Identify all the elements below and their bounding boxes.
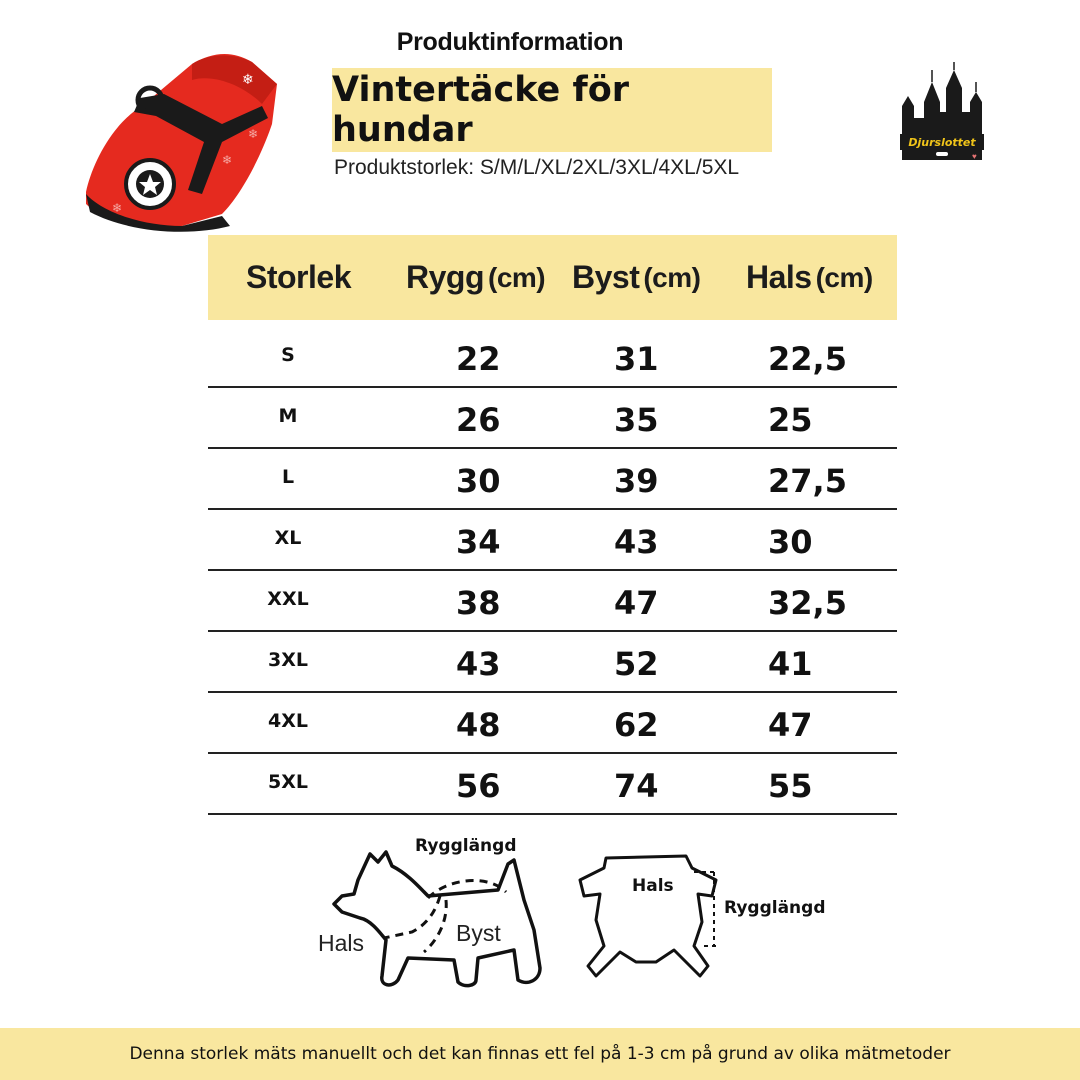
footer-note: Denna storlek mäts manuellt och det kan finnas ett fel på 1-3 cm på grund av olika mätmetoder <box>129 1044 951 1064</box>
hals-cell: 55 <box>768 767 813 805</box>
hals-cell: 30 <box>768 523 813 561</box>
svg-text:❄: ❄ <box>242 71 254 87</box>
header-byst: Byst (cm) <box>572 259 701 295</box>
title-banner <box>332 68 772 152</box>
page-kicker: Produktinformation <box>396 28 624 56</box>
size-cell: 5XL <box>268 771 308 793</box>
byst-cell: 35 <box>614 401 659 439</box>
size-cell: M <box>278 405 298 427</box>
row-divider <box>208 630 897 632</box>
byst-cell: 47 <box>614 584 659 622</box>
byst-cell: 62 <box>614 706 659 744</box>
size-cell: 4XL <box>268 710 308 732</box>
size-cell: XL <box>274 527 302 549</box>
red-dog-coat-image <box>72 44 292 234</box>
coat-measure-diagram <box>576 850 726 990</box>
dog-neck-label: Hals <box>318 930 365 956</box>
size-cell: L <box>281 466 295 488</box>
header-rygg: Rygg (cm) <box>406 259 546 295</box>
size-cell: S <box>281 344 295 366</box>
hals-cell: 27,5 <box>768 462 847 500</box>
byst-cell: 52 <box>614 645 659 683</box>
page-title: Vintertäcke för hundar <box>332 70 630 150</box>
hals-cell: 47 <box>768 706 813 744</box>
rygg-cell: 26 <box>456 401 501 439</box>
hals-cell: 22,5 <box>768 340 847 378</box>
size-cell: 3XL <box>268 649 308 671</box>
hals-cell: 32,5 <box>768 584 847 622</box>
row-divider <box>208 569 897 571</box>
byst-cell: 43 <box>614 523 659 561</box>
row-divider <box>208 813 897 815</box>
rygg-cell: 56 <box>456 767 501 805</box>
svg-text:❄: ❄ <box>112 201 123 215</box>
row-divider <box>208 691 897 693</box>
rygg-cell: 48 <box>456 706 501 744</box>
rygg-cell: 43 <box>456 645 501 683</box>
dog-measure-diagram <box>328 840 558 990</box>
product-sizes: Produktstorlek: S/M/L/XL/2XL/3XL/4XL/5XL <box>334 156 740 179</box>
header-storlek: Storlek <box>246 259 351 295</box>
size-cell: XXL <box>267 588 309 610</box>
svg-text:Djurslottet: Djurslottet <box>908 136 976 149</box>
rygg-cell: 34 <box>456 523 501 561</box>
svg-text:♥: ♥ <box>972 152 977 160</box>
castle-logo-icon <box>896 62 988 160</box>
hals-cell: 41 <box>768 645 813 683</box>
header-hals: Hals (cm) <box>746 259 873 295</box>
dog-chest-label: Byst <box>456 920 501 946</box>
rygg-cell: 38 <box>456 584 501 622</box>
byst-cell: 39 <box>614 462 659 500</box>
coat-back-label: Rygglängd <box>724 898 826 918</box>
coat-neck-label: Hals <box>632 876 674 896</box>
row-divider <box>208 447 897 449</box>
table-header <box>208 235 897 320</box>
svg-text:❄: ❄ <box>248 127 259 141</box>
byst-cell: 31 <box>614 340 659 378</box>
dog-back-label: Rygglängd <box>415 836 517 856</box>
byst-cell: 74 <box>614 767 659 805</box>
svg-text:❄: ❄ <box>222 153 233 167</box>
hals-cell: 25 <box>768 401 813 439</box>
row-divider <box>208 508 897 510</box>
rygg-cell: 30 <box>456 462 501 500</box>
row-divider <box>208 752 897 754</box>
row-divider <box>208 386 897 388</box>
footer-banner <box>0 1028 1080 1080</box>
rygg-cell: 22 <box>456 340 501 378</box>
